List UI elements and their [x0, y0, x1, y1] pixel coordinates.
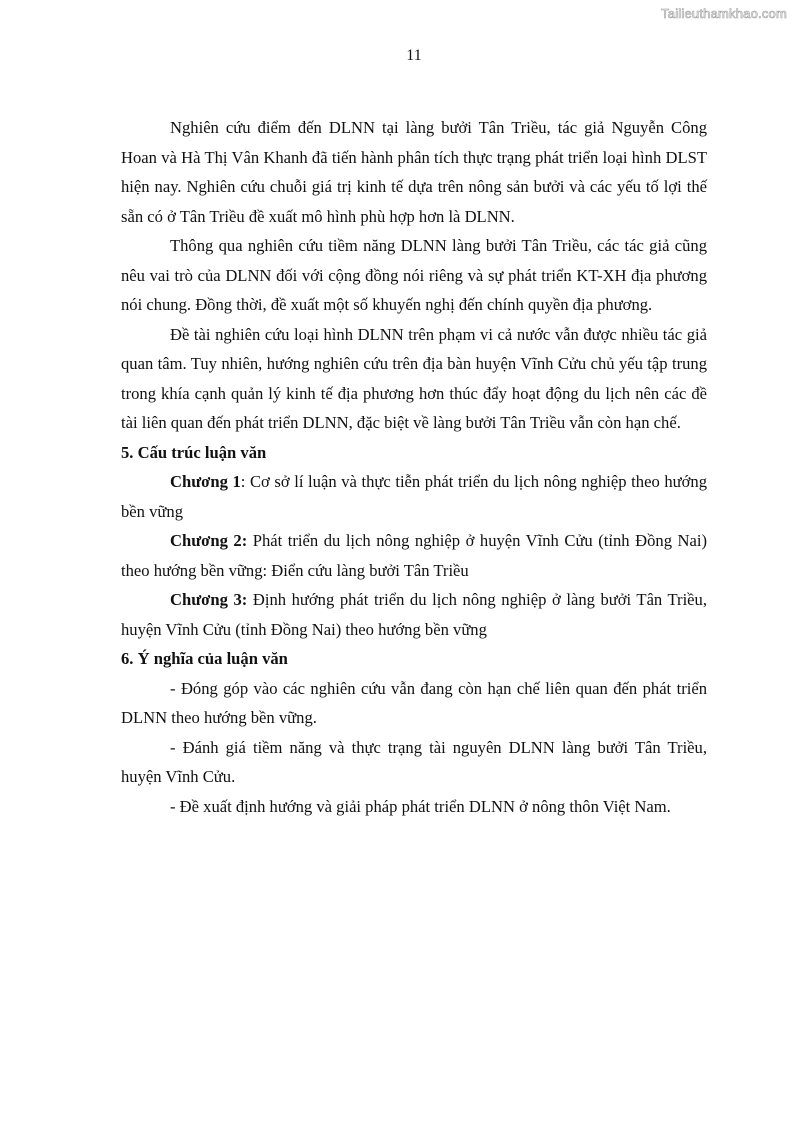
body-paragraph: Nghiên cứu điểm đến DLNN tại làng bưởi Tân Triều, tác giả Nguyễn Công Hoan và Hà Thị Vân Khanh đã tiến hành phân tích thực trạng phát triển loại hình DLST hiện nay. Nghiên cứu chuỗi giá trị kinh tế dựa trên nông sản bưởi và các yếu tố lợi thế sẵn có ở Tân Triều đề xuất mô hình phù hợp hơn là DLNN.: [121, 118, 707, 226]
chapter-item: [121, 526, 707, 585]
body-paragraph: Đề tài nghiên cứu loại hình DLNN trên phạm vi cả nước vẫn được nhiều tác giả quan tâm. Tuy nhiên, hướng nghiên cứu trên địa bàn huyện Vĩnh Cửu chủ yếu tập trung trong khía cạnh quản lý kinh tế địa phương hơn thúc đẩy hoạt động du lịch nên các đề tài liên quan đến phát triển DLNN, đặc biệt về làng bưởi Tân Triều vẫn còn hạn chế.: [121, 324, 707, 432]
chapter-label: Chương 3:: [170, 590, 248, 609]
section-heading-significance: 6. Ý nghĩa của luận văn: [121, 649, 288, 668]
watermark-text: Tailieuthamkhao.com: [661, 6, 787, 21]
document-body: [121, 113, 707, 821]
chapter-text: Phát triển du lịch nông nghiệp ở huyện Vĩnh Cửu (tỉnh Đồng Nai) theo hướng bền vững: Điển cứu làng bưởi Tân Triều: [121, 531, 707, 580]
significance-item: - Đề xuất định hướng và giải pháp phát triển DLNN ở nông thôn Việt Nam.: [170, 796, 671, 816]
section-heading-structure: 5. Cấu trúc luận văn: [121, 442, 267, 462]
chapter-text: : Cơ sở lí luận và thực tiễn phát triển du lịch nông nghiệp theo hướng bền vững: [121, 472, 707, 521]
significance-item: - Đóng góp vào các nghiên cứu vẫn đang còn hạn chế liên quan đến phát triển DLNN theo hướng bền vững.: [121, 678, 707, 727]
body-paragraph: Thông qua nghiên cứu tiềm năng DLNN làng bưởi Tân Triều, các tác giả cũng nêu vai trò của DLNN đối với cộng đồng nói riêng và sự phát triển KT-XH địa phương nói chung. Đồng thời, đề xuất một số khuyến nghị đến chính quyền địa phương.: [121, 236, 707, 314]
chapter-label: Chương 2:: [170, 531, 248, 550]
chapter-text: Định hướng phát triển du lịch nông nghiệp ở làng bưởi Tân Triều, huyện Vĩnh Cửu (tỉnh Đồng Nai) theo hướng bền vững: [121, 590, 707, 639]
chapter-item: [121, 585, 707, 644]
chapter-label: Chương 1: [170, 472, 241, 491]
page-number: 11: [406, 47, 422, 64]
chapter-item: [121, 467, 707, 526]
significance-item: - Đánh giá tiềm năng và thực trạng tài nguyên DLNN làng bưởi Tân Triều, huyện Vĩnh Cửu.: [121, 737, 707, 786]
